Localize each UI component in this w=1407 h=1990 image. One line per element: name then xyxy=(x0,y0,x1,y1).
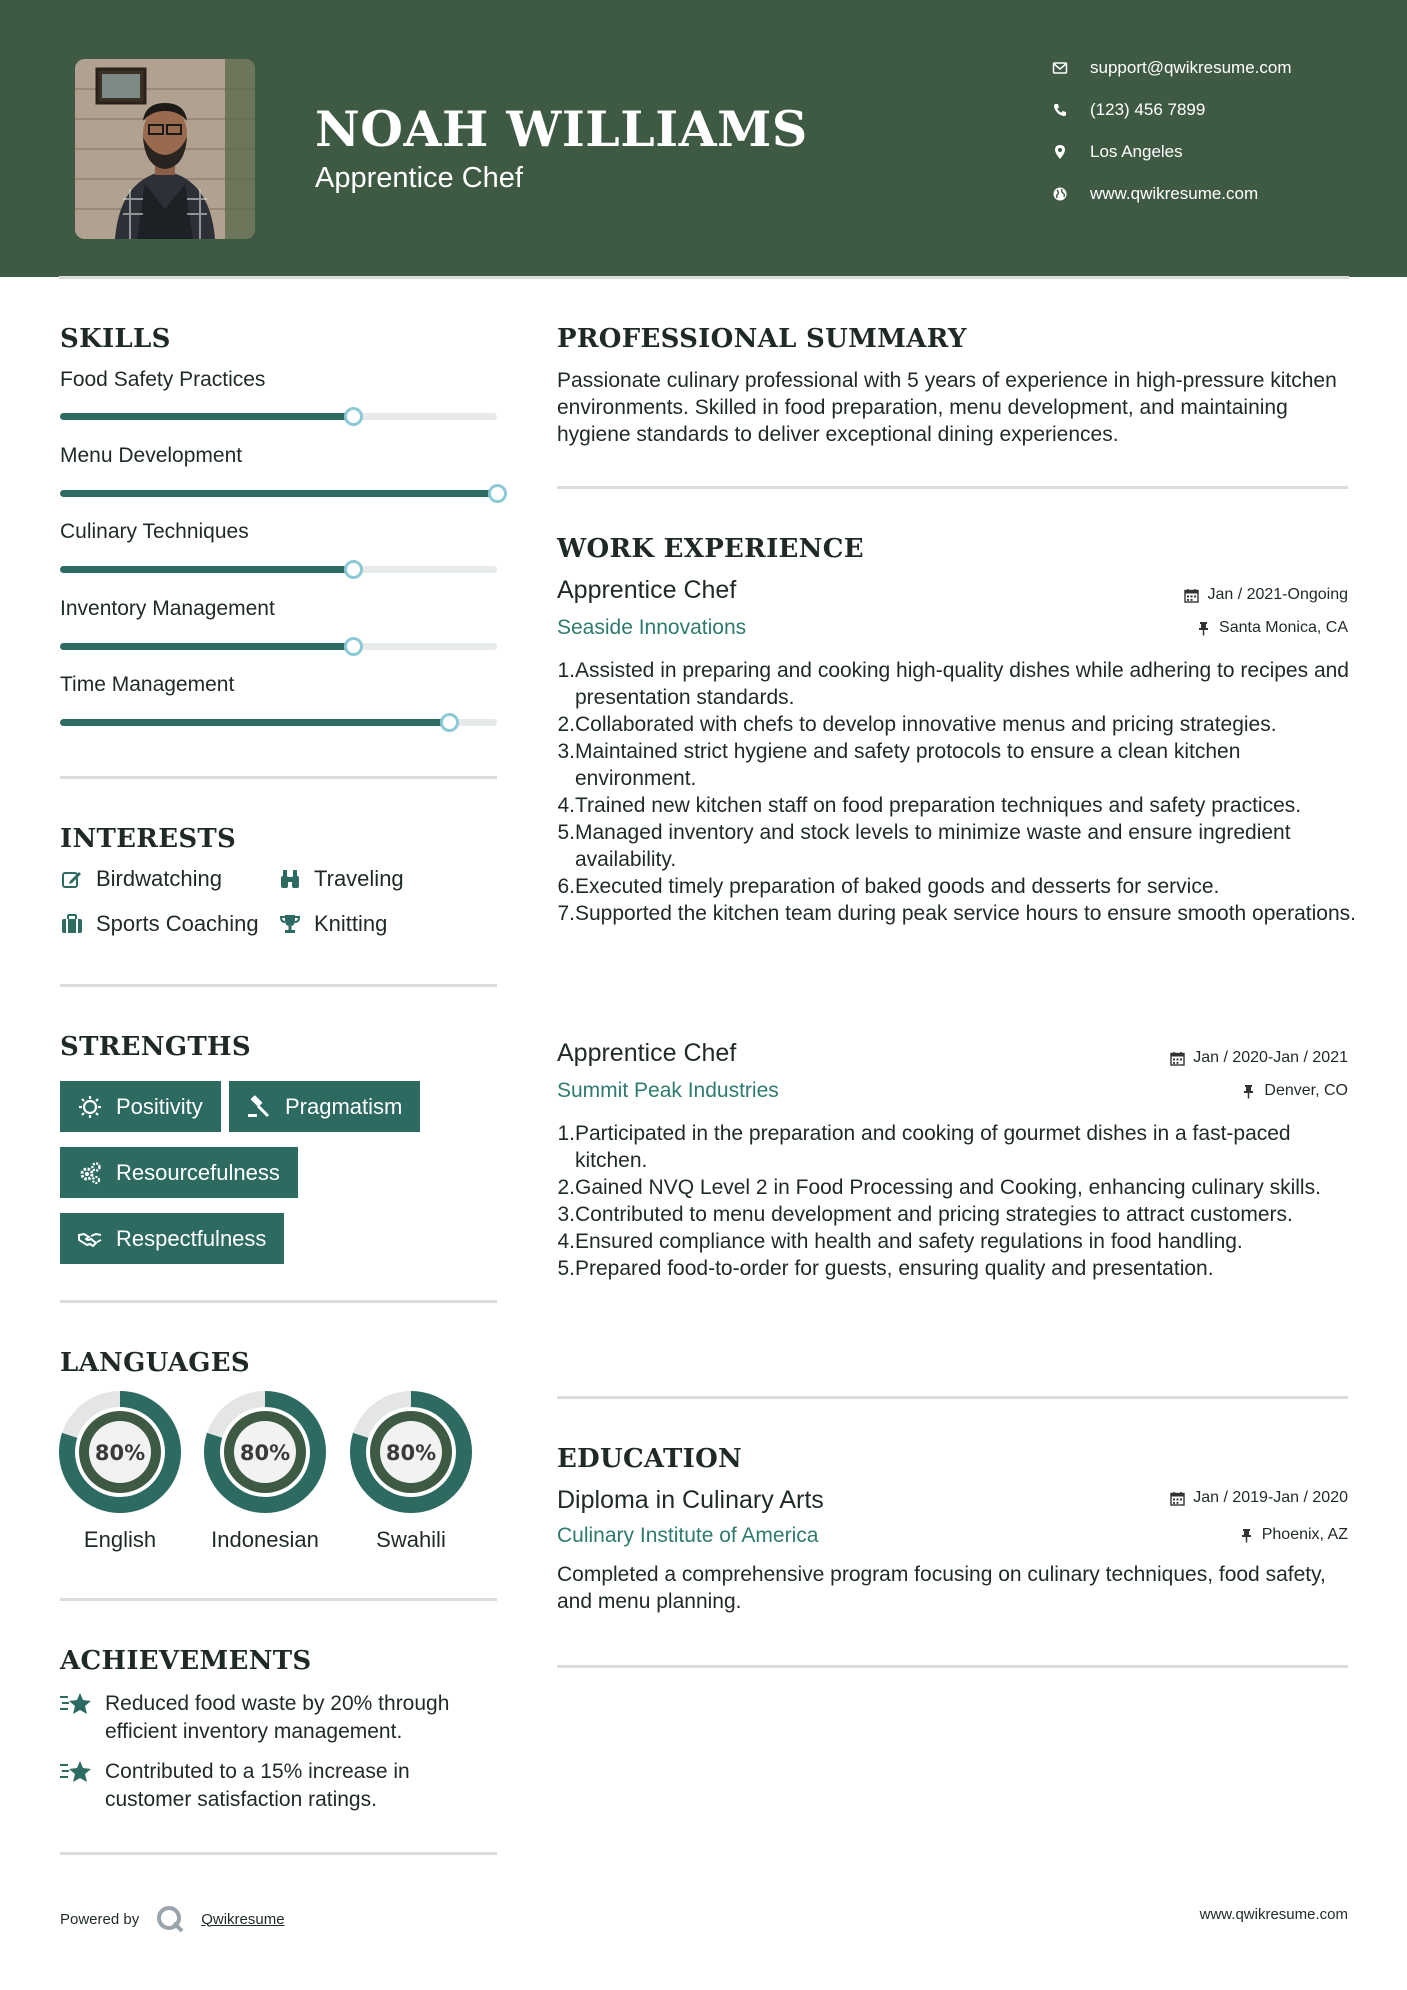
star-icon xyxy=(60,1690,92,1718)
contact-website-text: www.qwikresume.com xyxy=(1090,184,1259,203)
strength-label: Pragmatism xyxy=(285,1093,403,1119)
skill-bar-knob xyxy=(344,407,363,426)
job-responsibilities xyxy=(555,1120,1357,1282)
interest-label: Sports Coaching xyxy=(96,911,259,936)
strength-tag xyxy=(60,1147,298,1198)
strength-tag xyxy=(60,1213,284,1264)
skill-bar xyxy=(60,413,497,420)
skill-bar-fill xyxy=(60,566,353,573)
list-item: 1. Participated in the preparation and cooking of gourmet dishes in a fast-paced kitchen. xyxy=(557,1122,1291,1172)
list-item: 5. Managed inventory and stock levels to minimize waste and ensure ingredient availability. xyxy=(557,821,1291,871)
language-ring xyxy=(350,1391,472,1513)
globe-icon xyxy=(1052,186,1068,202)
section-divider xyxy=(60,1300,497,1303)
skill-bar xyxy=(60,643,497,650)
achievement-text: Reduced food waste by 20% through efficient inventory management. xyxy=(105,1692,450,1743)
trophy-icon xyxy=(278,913,302,935)
education-title: EDUCATION xyxy=(557,1444,743,1474)
skill-name: Menu Development xyxy=(60,444,243,467)
candidate-name: NOAH WILLIAMS xyxy=(315,100,808,158)
strengths-title: STRENGTHS xyxy=(60,1032,251,1062)
job-location-text: Denver, CO xyxy=(1264,1082,1348,1099)
job-location xyxy=(1241,1082,1348,1100)
interest-label: Birdwatching xyxy=(96,866,222,891)
skill-bar xyxy=(60,719,497,726)
job-location-text: Santa Monica, CA xyxy=(1219,619,1348,636)
contact-email[interactable] xyxy=(1052,58,1392,78)
sun-icon xyxy=(78,1095,102,1119)
map-pin-icon xyxy=(1052,144,1068,160)
edit-icon xyxy=(60,868,84,890)
star-icon xyxy=(60,1758,92,1786)
job-company: Summit Peak Industries xyxy=(557,1079,779,1102)
interest-item xyxy=(278,866,404,892)
skill-name: Food Safety Practices xyxy=(60,368,266,391)
job-location xyxy=(1196,619,1348,637)
list-item: 5. Prepared food-to-order for guests, ensuring quality and presentation. xyxy=(557,1257,1214,1280)
language-ring xyxy=(59,1391,181,1513)
language-ring xyxy=(204,1391,326,1513)
language-percent: 80% xyxy=(239,1441,291,1465)
pin-icon xyxy=(1196,621,1211,636)
achievement-item xyxy=(60,1690,500,1746)
footer-website[interactable]: www.qwikresume.com xyxy=(1199,1906,1348,1923)
contact-website[interactable] xyxy=(1052,184,1392,204)
section-divider xyxy=(60,984,497,987)
skill-bar xyxy=(60,490,497,497)
interest-item xyxy=(60,866,222,892)
list-item: 1. Assisted in preparing and cooking high-quality dishes while adhering to recipes and presentation standards. xyxy=(557,659,1349,709)
achievement-text: Contributed to a 15% increase in customer satisfaction ratings. xyxy=(105,1760,410,1811)
job-company: Seaside Innovations xyxy=(557,616,747,639)
skill-name: Culinary Techniques xyxy=(60,520,249,543)
education-degree: Diploma in Culinary Arts xyxy=(557,1486,824,1514)
interest-item xyxy=(278,911,387,937)
list-item: 7. Supported the kitchen team during peak service hours to ensure smooth operations. xyxy=(557,902,1356,925)
achievement-item xyxy=(60,1758,500,1814)
header-divider xyxy=(59,276,1349,279)
job-responsibilities xyxy=(555,657,1357,927)
list-item: 2. Gained NVQ Level 2 in Food Processing and Cooking, enhancing culinary skills. xyxy=(557,1176,1321,1199)
skill-bar-knob xyxy=(440,713,459,732)
language-item xyxy=(59,1391,181,1553)
education-description: Completed a comprehensive program focusing on culinary techniques, food safety, and menu planning. xyxy=(557,1563,1326,1613)
envelope-icon xyxy=(1052,60,1068,76)
interest-label: Knitting xyxy=(314,911,388,936)
skill-bar-fill xyxy=(60,719,449,726)
contact-location xyxy=(1052,142,1392,162)
skill-bar xyxy=(60,566,497,573)
interest-label: Traveling xyxy=(314,866,404,891)
contact-email-text: support@qwikresume.com xyxy=(1090,58,1292,77)
language-name: Indonesian xyxy=(211,1527,319,1552)
language-item xyxy=(204,1391,326,1553)
summary-text: Passionate culinary professional with 5 years of experience in high-pressure kitchen environments. Skilled in food preparation, menu development, and maintaining hygiene standards to deliver exceptional dining experiences. xyxy=(557,369,1337,446)
summary-title: PROFESSIONAL SUMMARY xyxy=(557,324,967,354)
section-divider xyxy=(60,1598,497,1601)
binoculars-icon xyxy=(278,868,302,890)
strength-label: Positivity xyxy=(116,1093,203,1119)
list-item: 2. Collaborated with chefs to develop innovative menus and pricing strategies. xyxy=(557,713,1277,736)
job-date-text: Jan / 2021-Ongoing xyxy=(1207,586,1348,603)
strength-label: Resourcefulness xyxy=(116,1159,280,1185)
list-item: 4. Trained new kitchen staff on food preparation techniques and safety practices. xyxy=(557,794,1302,817)
candidate-role: Apprentice Chef xyxy=(315,162,523,194)
gavel-icon xyxy=(247,1095,271,1119)
qwikresume-link[interactable]: Qwikresume xyxy=(201,1910,285,1928)
contact-location-text: Los Angeles xyxy=(1090,142,1183,161)
language-name: Swahili xyxy=(376,1527,446,1552)
achievements-title: ACHIEVEMENTS xyxy=(60,1646,312,1676)
list-item: 3. Contributed to menu development and pricing strategies to attract customers. xyxy=(557,1203,1293,1226)
job-date xyxy=(1170,1049,1348,1067)
job-date xyxy=(1184,586,1348,604)
header-banner xyxy=(0,0,1407,277)
section-divider xyxy=(557,1396,1348,1399)
language-item xyxy=(350,1391,472,1553)
footer-powered-by xyxy=(60,1904,285,1934)
interest-item xyxy=(60,911,259,937)
contact-phone-text: (123) 456 7899 xyxy=(1090,100,1206,119)
job-title: Apprentice Chef xyxy=(557,1039,737,1067)
education-date-text: Jan / 2019-Jan / 2020 xyxy=(1193,1489,1348,1506)
profile-photo xyxy=(75,59,255,239)
language-percent: 80% xyxy=(385,1441,437,1465)
section-divider xyxy=(60,776,497,779)
job-title: Apprentice Chef xyxy=(557,576,737,604)
language-name: English xyxy=(83,1527,157,1552)
calendar-icon xyxy=(1184,588,1199,603)
cogs-icon xyxy=(78,1161,102,1185)
languages-title: LANGUAGES xyxy=(60,1348,250,1378)
list-item: 6. Executed timely preparation of baked goods and desserts for service. xyxy=(557,875,1220,898)
briefcase-icon xyxy=(60,913,84,935)
education-location-text: Phoenix, AZ xyxy=(1261,1526,1348,1543)
strength-label: Respectfulness xyxy=(116,1225,267,1251)
section-divider xyxy=(557,486,1348,489)
interests-title: INTERESTS xyxy=(60,824,237,854)
experience-title: WORK EXPERIENCE xyxy=(557,534,864,564)
education-school: Culinary Institute of America xyxy=(557,1524,819,1547)
phone-icon xyxy=(1052,102,1068,118)
calendar-icon xyxy=(1170,1491,1185,1506)
strength-tag xyxy=(60,1081,221,1132)
qwikresume-logo-icon xyxy=(155,1904,185,1934)
powered-by-text: Powered by xyxy=(60,1910,140,1928)
skill-bar-fill xyxy=(60,490,497,497)
job-date-text: Jan / 2020-Jan / 2021 xyxy=(1193,1049,1348,1066)
skill-bar-fill xyxy=(60,643,353,650)
pin-icon xyxy=(1239,1528,1254,1543)
list-item: 4. Ensured compliance with health and safety regulations in food handling. xyxy=(557,1230,1243,1253)
skill-name: Time Management xyxy=(60,673,235,696)
education-location xyxy=(1239,1526,1348,1544)
contact-phone[interactable] xyxy=(1052,100,1392,120)
skills-title: SKILLS xyxy=(60,324,171,354)
section-divider xyxy=(60,1852,497,1855)
handshake-icon xyxy=(78,1227,102,1251)
calendar-icon xyxy=(1170,1051,1185,1066)
skill-bar-knob xyxy=(344,637,363,656)
skill-bar-fill xyxy=(60,413,353,420)
skill-bar-knob xyxy=(488,484,507,503)
section-divider xyxy=(557,1665,1348,1668)
pin-icon xyxy=(1241,1084,1256,1099)
education-date xyxy=(1170,1489,1348,1507)
strength-tag xyxy=(229,1081,420,1132)
language-percent: 80% xyxy=(94,1441,146,1465)
list-item: 3. Maintained strict hygiene and safety protocols to ensure a clean kitchen environment. xyxy=(557,740,1241,790)
skill-bar-knob xyxy=(344,560,363,579)
skill-name: Inventory Management xyxy=(60,597,275,620)
